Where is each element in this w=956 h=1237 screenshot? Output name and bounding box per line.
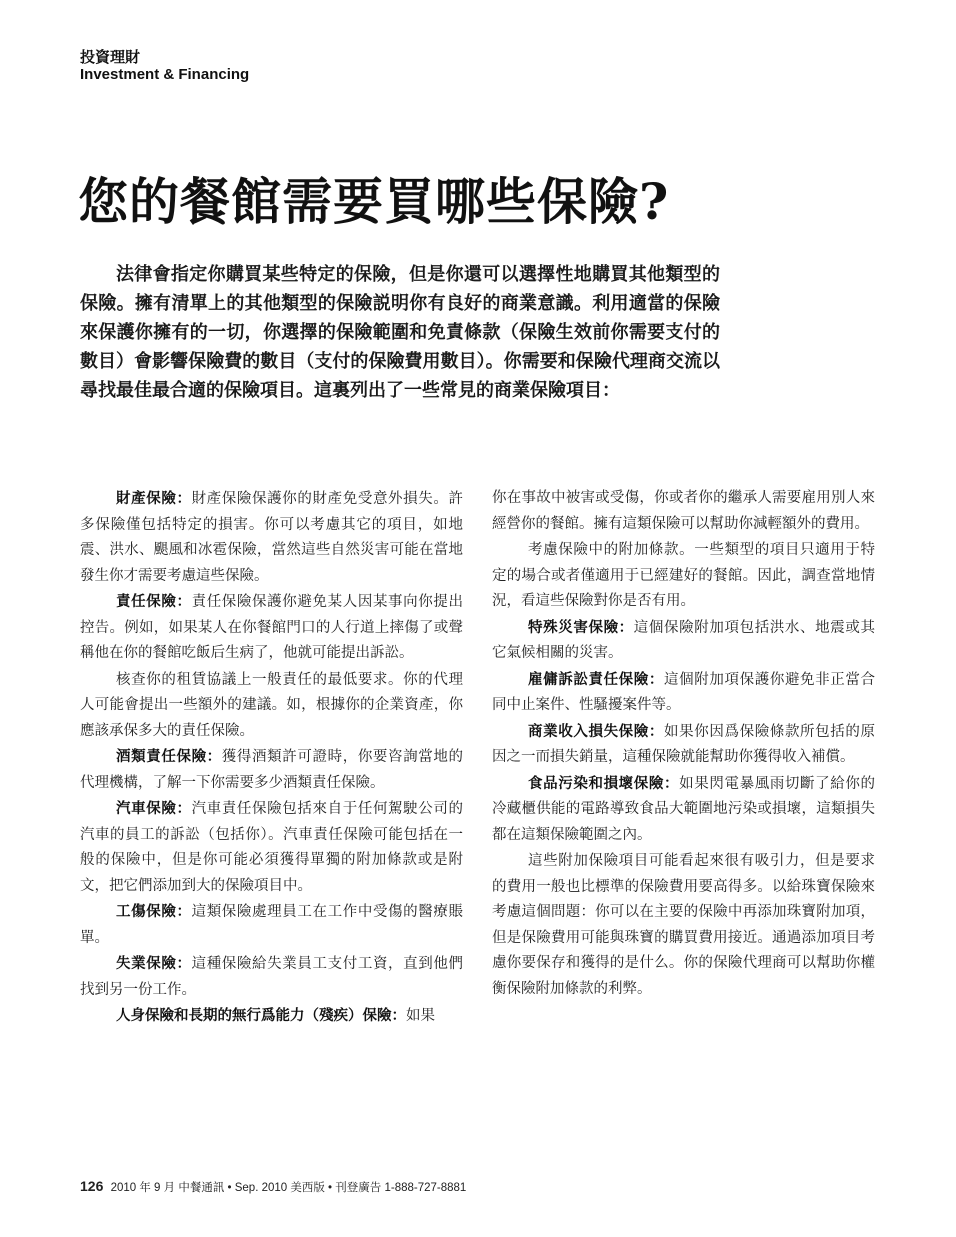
paragraph [80,589,463,667]
paragraph [492,771,875,849]
paragraph-term: 商業收入損失保險： [528,722,665,740]
paragraph-text: 這種保險給失業員工支付工資，直到他們找到另一份工作。 [80,956,464,998]
paragraph-text: 考慮保險中的附加條款。一些類型的項目只適用于特定的場合或者僅適用于已經建好的餐館。因此，調查當地情況，看這些保險對你是否有用。 [492,542,875,609]
paragraph [80,796,463,899]
paragraph [80,899,463,951]
paragraph [492,615,875,667]
paragraph-term: 財產保險： [116,490,192,507]
article-title: 您的餐館需要買哪些保險? [78,172,670,231]
paragraph [492,848,875,1002]
article-intro: 法律會指定你購買某些特定的保險，但是你還可以選擇性地購買其他類型的保險。擁有清單上的其他類型的保險説明你有良好的商業意識。利用適當的保險來保護你擁有的一切，你選擇的保險範圍和免責條款（保險生效前你需要支付的數目）會影響保險費的數目（支付的保險費用數目）。你需要和保險代理商交流以尋找最佳最合適的保險項目。這裏列出了一些常見的商業保險項目： [80,264,720,401]
paragraph-term: 人身保險和長期的無行爲能力（殘疾）保險： [116,1007,406,1024]
paragraph-term: 雇傭訴訟責任保險： [528,670,665,688]
paragraph-text: 如果閃電暴風雨切斷了給你的冷藏櫃供能的電路導致食品大範圍地污染或損壞，這類損失都在這類保險範圍之內。 [492,775,876,843]
body-column-left [80,486,463,1030]
footer-info: 2010 年 9 月 中餐通訊 • Sep. 2010 美西版 • 刊登廣告 1-888-727-8881 [110,1182,467,1194]
paragraph-term: 汽車保險： [116,800,192,817]
paragraph-text: 汽車責任保險包括來自于任何駕駛公司的汽車的員工的訴訟（包括你）。汽車責任保險可能包括在一般的保險中，但是你可能必須獲得單獨的附加條款或是附文，把它們添加到大的保險項目中。 [80,801,464,894]
paragraph [80,1003,463,1030]
paragraph-text: 這些附加保險項目可能看起來很有吸引力，但是要求的費用一般也比標準的保險費用要高得多。以給珠寶保險來考慮這個問題：你可以在主要的保險中再添加珠寶附加項，但是保險費用可能與珠寶的購買費用接近。通過添加項目考慮你要保存和獲得的是什么。你的保險代理商可以幫助你權衡保險附加條款的利弊。 [492,853,875,997]
paragraph [492,537,875,615]
section-label-zh: 投資理財 [80,48,141,66]
paragraph [80,486,463,589]
page-footer [80,1178,466,1196]
page-number: 126 [80,1178,104,1194]
paragraph-text: 財產保險保護你的財產免受意外損失。許多保險僅包括特定的損害。你可以考慮其它的項目，如地震、洪水、颶風和冰雹保險，當然這些自然災害可能在當地發生你才需要考慮這些保險。 [80,491,464,584]
body-column-right [492,486,875,1002]
paragraph-text: 責任保險保護你避免某人因某事向你提出控告。例如，如果某人在你餐館門口的人行道上摔傷了或聲稱他在你的餐館吃飯后生病了，他就可能提出訴訟。 [80,594,464,661]
paragraph-term: 失業保險： [116,955,192,972]
paragraph-text: 這類保險處理員工在工作中受傷的醫療賬單。 [80,904,464,946]
paragraph-term: 責任保險： [116,593,192,610]
paragraph-continuation: 你在事故中被害或受傷，你或者你的繼承人需要雇用別人來經營你的餐館。擁有這類保險可以幫助你減輕額外的費用。 [492,490,875,532]
paragraph [492,667,875,719]
paragraph-term: 特殊災害保險： [528,618,634,636]
paragraph [80,951,463,1003]
paragraph-term: 工傷保險： [116,903,192,920]
paragraph-term: 酒類責任保險： [116,748,222,765]
paragraph-text: 獲得酒類許可證時，你要咨詢當地的代理機構，了解一下你需要多少酒類責任保險。 [80,749,463,791]
paragraph-text: 如果你因爲保險條款所包括的原因之一而損失銷量，這種保險就能幫助你獲得收入補償。 [492,723,876,765]
paragraph [80,667,463,745]
paragraph-text: 這個保險附加項包括洪水、地震或其它氣候相關的災害。 [492,619,875,661]
paragraph-text: 核查你的租賃協議上一般責任的最低要求。你的代理人可能會提出一些額外的建議。如，根據你的企業資產，你應該承保多大的責任保險。 [80,671,463,739]
section-label-en: Investment & Financing [80,66,250,83]
section-header [80,48,249,84]
paragraph [80,744,463,796]
paragraph-term: 食品污染和損壞保險： [528,774,680,792]
paragraph-text: 如果 [406,1008,435,1024]
paragraph [492,719,875,771]
paragraph-text: 這個附加項保護你避免非正當合同中止案件、性騷擾案件等。 [492,671,876,713]
